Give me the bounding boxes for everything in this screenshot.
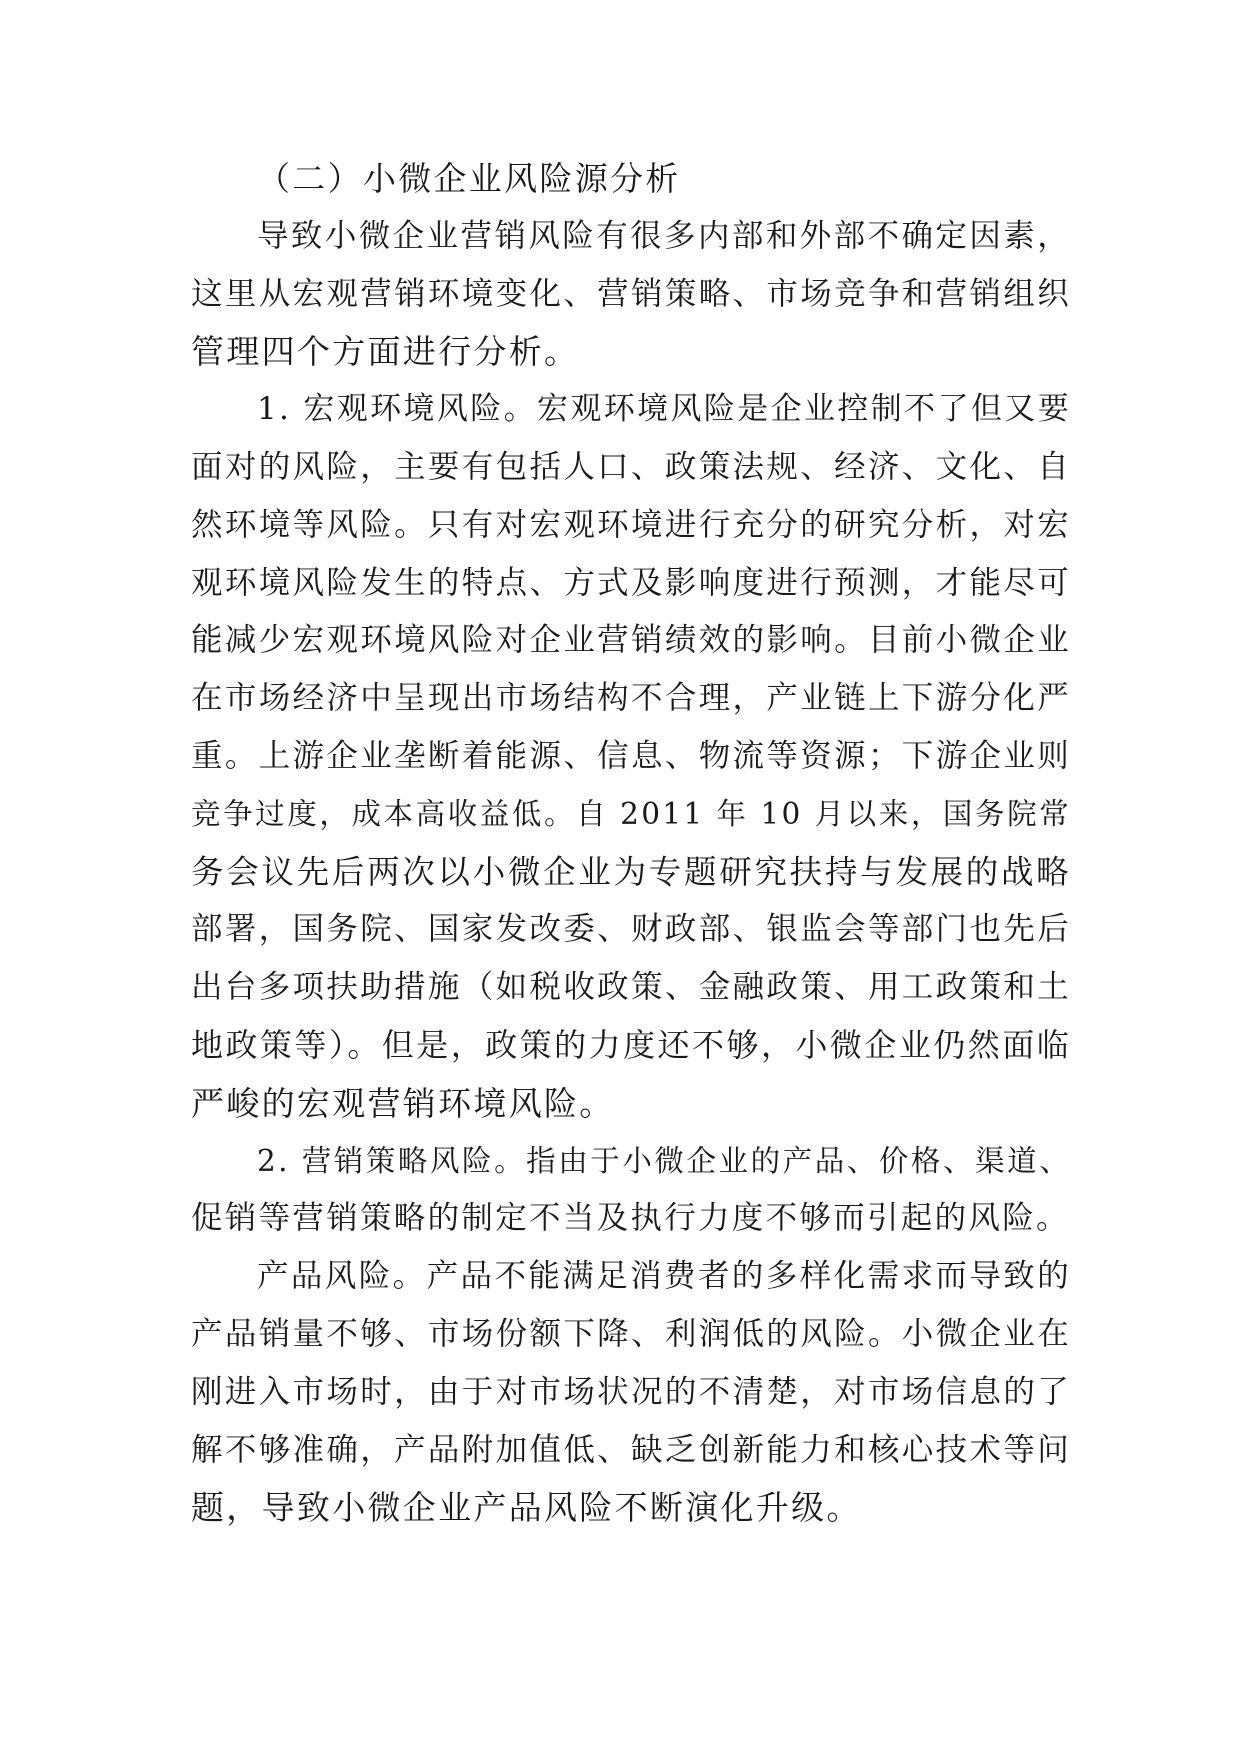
paragraph-macro-risk [191,381,1071,1132]
text-line: 面对的风险，主要有包括人口、政策法规、经济、文化、自 [191,448,1071,485]
text-line: 能减少宏观环境风险对企业营销绩效的影响。目前小微企业 [191,622,1071,659]
text-line: 然环境等风险。只有对宏观环境进行充分的研究分析，对宏 [191,506,1071,543]
text-line: 这里从宏观营销环境变化、营销策略、市场竞争和营销组织 [191,275,1071,312]
section-heading: （二）小微企业风险源分析 [257,159,681,198]
text-line: 竞争过度，成本高收益低。自 2011 年 10 月以来，国务院常 [191,796,1071,831]
text-line: 观环境风险发生的特点、方式及影响度进行预测，才能尽可 [191,564,1071,601]
paragraph-product-risk [191,1248,1071,1537]
text-line: 产品销量不够、市场份额下降、利润低的风险。小微企业在 [191,1315,1071,1352]
text-line: 出台多项扶助措施（如税收政策、金融政策、用工政策和土 [191,969,1071,1006]
text-line: 题，导致小微企业产品风险不断演化升级。 [191,1488,862,1528]
document-body [191,150,1071,1537]
text-line: 部署，国务院、国家发改委、财政部、银监会等部门也先后 [191,911,1071,948]
text-line: 2. 营销策略风险。指由于小微企业的产品、价格、渠道、 [257,1143,1071,1178]
text-line: 在市场经济中呈现出市场结构不合理，产业链上下游分化严 [191,680,1071,717]
text-line: 刚进入市场时，由于对市场状况的不清楚，对市场信息的了 [191,1373,1071,1410]
text-line: 促销等营销策略的制定不当及执行力度不够而引起的风险。 [191,1200,1070,1237]
text-line: 管理四个方面进行分析。 [191,332,580,372]
text-line: 重。上游企业垄断着能源、信息、物流等资源；下游企业则 [191,737,1071,774]
text-line: 严峻的宏观营销环境风险。 [191,1083,615,1123]
text-line: 地政策等）。但是，政策的力度还不够，小微企业仍然面临 [191,1025,1071,1064]
paragraph-strategy-risk [191,1133,1071,1249]
text-line: 1. 宏观环境风险。宏观环境风险是企业控制不了但又要 [257,391,1071,428]
text-line: 导致小微企业营销风险有很多内部和外部不确定因素， [257,217,1071,254]
text-line: 解不够准确，产品附加值低、缺乏创新能力和核心技术等问 [191,1431,1071,1468]
text-line: 务会议先后两次以小微企业为专题研究扶持与发展的战略 [191,852,1071,891]
paragraph-intro [191,208,1071,381]
text-line: 产品风险。产品不能满足消费者的多样化需求而导致的 [257,1258,1071,1295]
